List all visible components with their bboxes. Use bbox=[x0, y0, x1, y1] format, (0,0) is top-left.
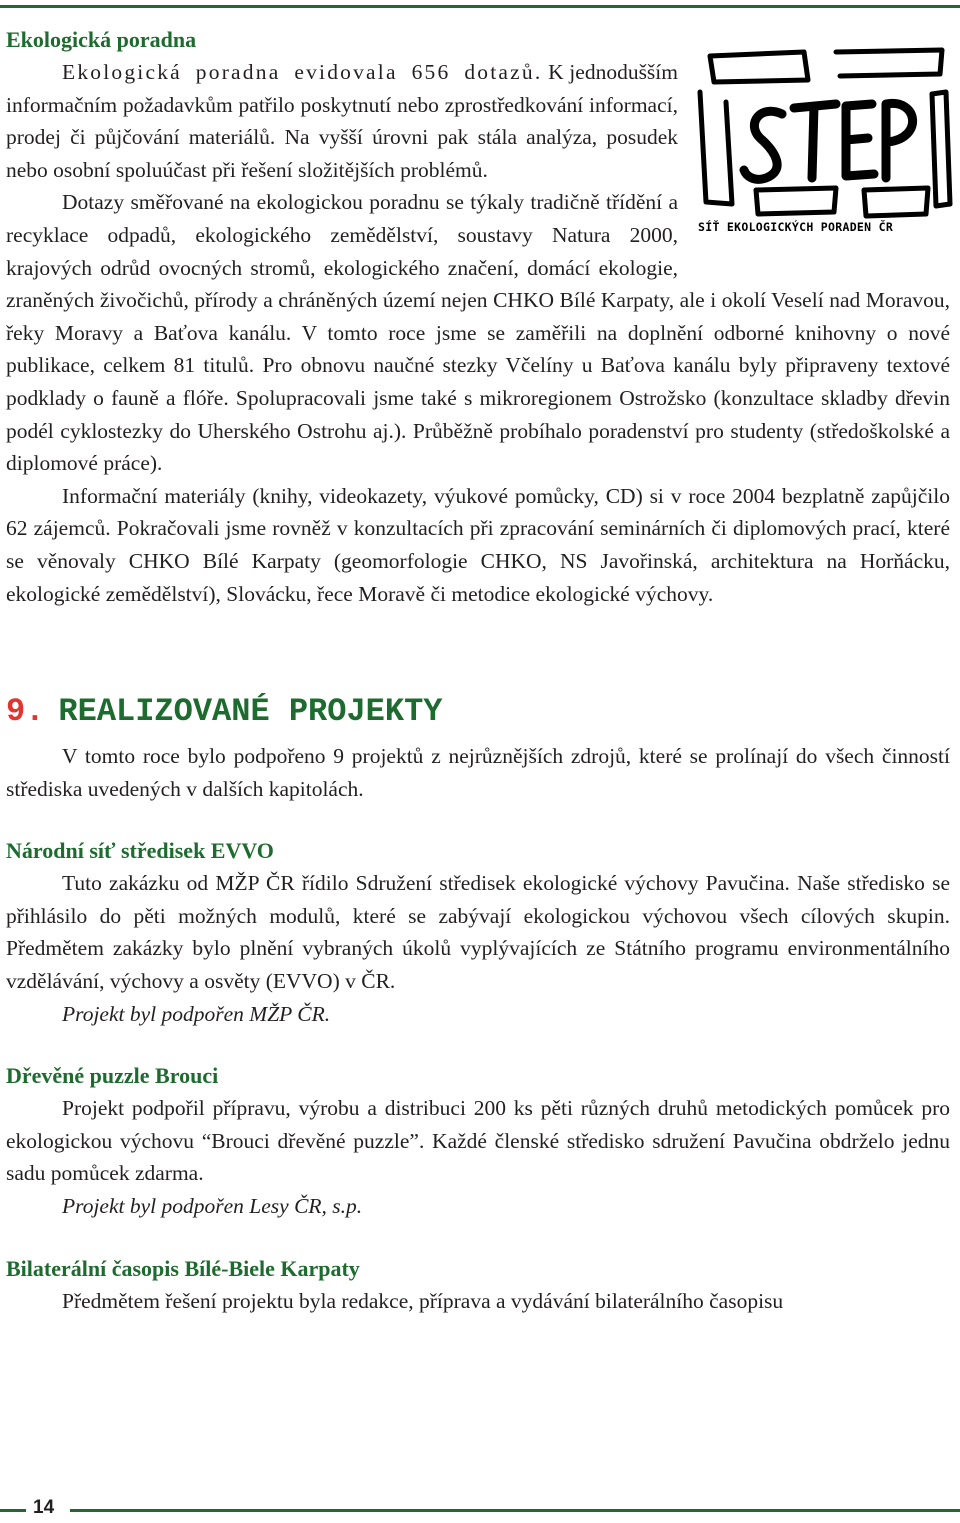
step-logo-icon bbox=[696, 42, 958, 252]
section-title-evvo: Národní síť středisek EVVO bbox=[6, 838, 274, 864]
top-rule bbox=[0, 5, 960, 8]
chapter-heading bbox=[6, 692, 950, 732]
section-ekologicka-poradna bbox=[6, 24, 950, 610]
chapter-number: 9. bbox=[6, 693, 45, 731]
page-number: 14 bbox=[33, 1497, 55, 1518]
section-chapter-9 bbox=[6, 692, 950, 805]
support-evvo: Projekt byl podpořen MŽP ČR. bbox=[62, 1001, 331, 1026]
chapter-intro: V tomto roce bylo podpořeno 9 projektů z nejrůznějších zdrojů, které se prolínají do všech činností střediska uvedených v dalších kapitolách. bbox=[6, 744, 950, 801]
footer-rule-left bbox=[0, 1509, 26, 1512]
section-casopis bbox=[6, 1253, 950, 1318]
section-title-puzzle: Dřevěné puzzle Brouci bbox=[6, 1063, 219, 1089]
support-puzzle: Projekt byl podpořen Lesy ČR, s.p. bbox=[62, 1194, 363, 1219]
section-evvo bbox=[6, 835, 950, 1030]
page-content bbox=[6, 24, 950, 1317]
chapter-title: REALIZOVANÉ PROJEKTY bbox=[58, 693, 443, 731]
paragraph-puzzle: Projekt podpořil přípravu, výrobu a distribuci 200 ks pěti různých druhů metodických pomůcek pro ekologickou výchovu “Brouci dřevěné puzzle”. Každé členské středisko sdružení Pavučina obdrželo jednu sadu pomůcek zdarma. bbox=[6, 1096, 950, 1186]
paragraph-poradna-1-rest: K jednodušším informačním požadavkům patřilo poskytnutí nebo zprostředkování informací, prodej či půjčování materiálů. Na vyšší úrovni pak stála analýza, posudek nebo osobní spoluúčast při řešení složitějších problémů. bbox=[6, 60, 678, 182]
logo-caption: SÍŤ EKOLOGICKÝCH PORADEN ČR bbox=[698, 220, 894, 234]
paragraph-poradna-3: Informační materiály (knihy, videokazety, výukové pomůcky, CD) si v roce 2004 bezplatně zapůjčilo 62 zájemců. Pokračovali jsme rovněž v konzultacích při zpracování seminárních či diplomových prací, které se věnovaly CHKO Bílé Karpaty (geomorfologie CHKO, NS Javořinská, architektura na Horňácku, ekologické zemědělství), Slovácku, řece Moravě či metodice ekologické výchovy. bbox=[6, 483, 950, 606]
section-title-poradna: Ekologická poradna bbox=[6, 27, 197, 52]
paragraph-casopis: Předmětem řešení projektu byla redakce, příprava a vydávání bilaterálního časopisu bbox=[62, 1288, 784, 1313]
paragraph-evvo: Tuto zakázku od MŽP ČR řídilo Sdružení středisek ekologické výchovy Pavučina. Naše středisko se přihlásilo do pěti možných modulů, které se zabývají ekologickou výchovou všech cílových skupin. Předmětem zakázky bylo plnění vybraných úkolů vyplývajících ze Státního programu environmentálního vzdělávání, výchovy a osvěty (EVVO) v ČR. bbox=[6, 871, 950, 994]
footer-rule-right bbox=[70, 1509, 960, 1512]
section-puzzle bbox=[6, 1060, 950, 1222]
paragraph-poradna-2: Dotazy směřované na ekologickou poradnu se týkaly tradičně třídění a recyklace odpadů, ekologického zemědělství, soustavy Natura 2000, krajových odrůd ovocných stromů, ekologického značení, domácí ekologie, zraněných živočichů, přírody a chráněných území nejen CHKO Bílé Karpaty, ale i okolí Veselí nad Moravou, řeky Moravy a Baťova kanálu. V tomto roce jsme se zaměřili na doplnění odborné knihovny o nové publikace, celkem 81 titulů. Pro obnovu naučné stezky Včelíny u Baťova kanálu byly připraveny textové podklady o fauně a flóře. Spolupracovali jsme také s mikroregionem Ostrožsko (konzultace skladby dřevin podél cyklostezky do Uherského Ostrohu aj.). Průběžně probíhalo poradenství pro studenty (středoškolské a diplomové práce). bbox=[6, 190, 950, 476]
section-title-casopis: Bilaterální časopis Bílé-Biele Karpaty bbox=[6, 1255, 360, 1281]
step-logo bbox=[696, 42, 958, 252]
paragraph-poradna-1-first: Ekologická poradna evidovala 656 dotazů. bbox=[62, 60, 543, 84]
